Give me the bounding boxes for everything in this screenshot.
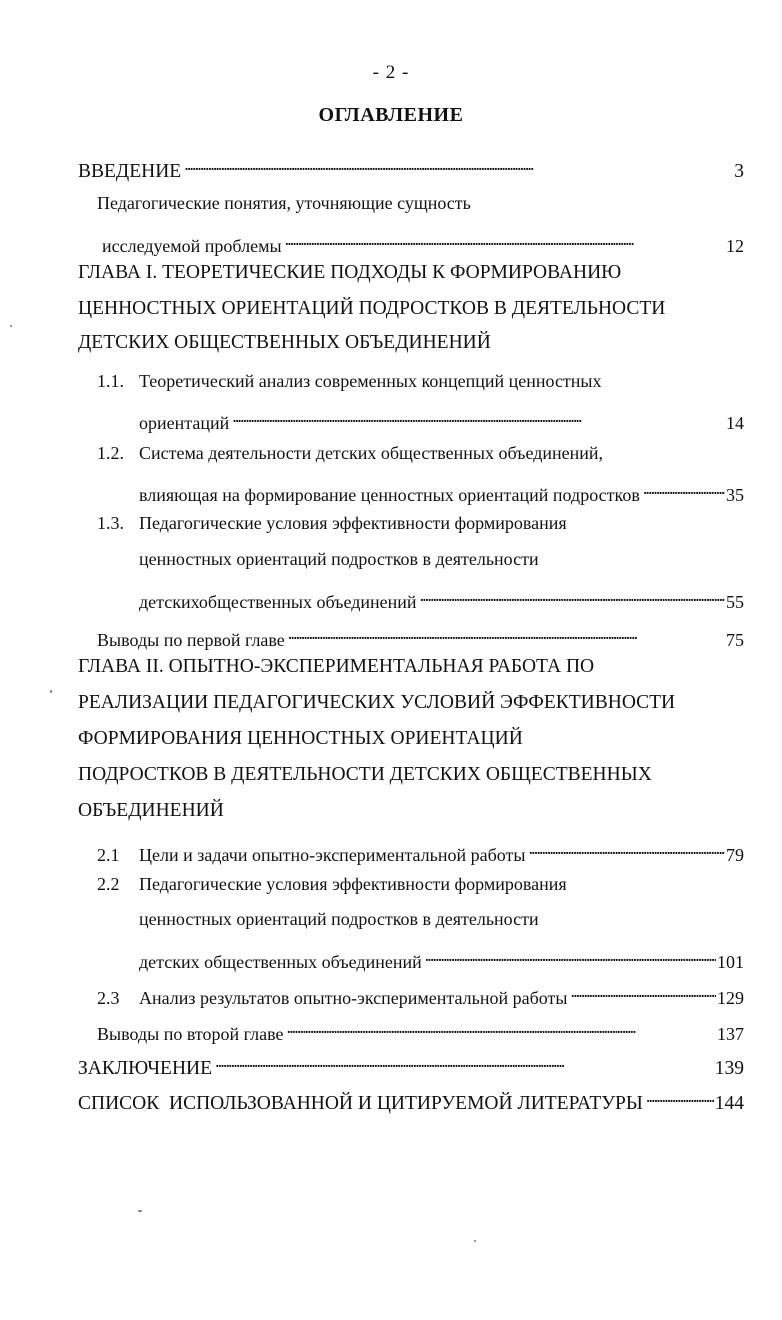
toc-page-number: 75 — [726, 630, 744, 650]
toc-section-1-1[interactable] — [139, 403, 744, 433]
section-number: 1.3. — [97, 513, 124, 533]
toc-page-number: 79 — [726, 845, 744, 865]
toc-chapter2-line3 — [78, 726, 744, 752]
toc-entry-text: ценностных ориентаций подростков в деятельности — [139, 909, 539, 929]
toc-entry-text: исследуемой проблемы — [102, 236, 282, 256]
section-number: 2.2 — [97, 874, 120, 894]
dot-leader — [215, 1048, 714, 1074]
toc-title: ОГЛАВЛЕНИЕ — [318, 104, 464, 126]
toc-entry-text: ДЕТСКИХ ОБЩЕСТВЕННЫХ ОБЪЕДИНЕНИЙ — [78, 332, 491, 353]
toc-entry-text: ФОРМИРОВАНИЯ ЦЕННОСТНЫХ ОРИЕНТАЦИЙ — [78, 728, 523, 749]
dot-leader — [529, 835, 725, 861]
toc-section-2-1[interactable] — [97, 835, 744, 865]
toc-section-1-3-line1[interactable] — [97, 510, 744, 536]
scan-speck — [138, 1210, 142, 1212]
toc-chapter1-line1[interactable] — [78, 260, 744, 286]
dot-leader — [420, 582, 725, 608]
toc-entry-text: СПИСОК ИСПОЛЬЗОВАННОЙ И ЦИТИРУЕМОЙ ЛИТЕРАТУРЫ — [78, 1093, 643, 1114]
toc-page-number: 35 — [726, 485, 744, 505]
page-number: - 2 - — [372, 62, 410, 83]
toc-entry-text: ГЛАВА II. ОПЫТНО-ЭКСПЕРИМЕНТАЛЬНАЯ РАБОТА ПО — [78, 656, 595, 677]
toc-section-2-2[interactable] — [139, 942, 744, 972]
dot-leader — [184, 151, 733, 177]
toc-entry-text: ПОДРОСТКОВ В ДЕЯТЕЛЬНОСТИ ДЕТСКИХ ОБЩЕСТВЕННЫХ — [78, 764, 652, 785]
toc-page-number: 101 — [717, 952, 744, 972]
toc-entry-text: ориентаций — [139, 413, 230, 433]
toc-entry-text: Анализ результатов опытно-экспериментальной работы — [139, 988, 568, 1008]
toc-section-1-1-line1[interactable] — [97, 368, 744, 394]
dot-leader — [285, 226, 725, 252]
toc-entry-intro[interactable] — [78, 151, 744, 182]
toc-entry-text: РЕАЛИЗАЦИИ ПЕДАГОГИЧЕСКИХ УСЛОВИЙ ЭФФЕКТИВНОСТИ — [78, 692, 676, 713]
toc-entry-text: детскихобщественных объединений — [139, 592, 417, 612]
toc-section-1-3[interactable] — [139, 582, 744, 612]
toc-entry-concepts-line1 — [97, 190, 744, 216]
section-number: 1.2. — [97, 443, 124, 463]
toc-entry-text: Выводы по второй главе — [97, 1024, 284, 1044]
toc-entry-text: Педагогические условия эффективности формирования — [139, 874, 567, 894]
toc-entry-conclusion[interactable] — [78, 1048, 744, 1079]
toc-chapter1-line3 — [78, 330, 744, 356]
scan-speck — [474, 1240, 476, 1242]
toc-section-2-2-line2 — [139, 906, 744, 932]
toc-page-number: 55 — [726, 592, 744, 612]
toc-entry-text: ОБЪЕДИНЕНИЙ — [78, 800, 224, 821]
scan-speck — [10, 325, 12, 327]
toc-page-number: 14 — [726, 413, 744, 433]
section-number: 1.1. — [97, 371, 124, 391]
toc-entry-text: ценностных ориентаций подростков в деятельности — [139, 549, 539, 569]
section-number: 2.1 — [97, 845, 120, 865]
toc-section-2-2-line1[interactable] — [97, 871, 744, 897]
toc-entry-text: Система деятельности детских общественных объединений, — [139, 443, 604, 463]
toc-entry-text: Теоретический анализ современных концепций ценностных — [139, 371, 602, 391]
toc-entry-concepts[interactable] — [102, 226, 744, 256]
toc-page-number: 129 — [717, 988, 744, 1008]
scan-speck — [50, 690, 52, 693]
toc-entry-text: Педагогические понятия, уточняющие сущность — [97, 193, 471, 213]
toc-entry-text: детских общественных объединений — [139, 952, 422, 972]
toc-chapter2-line1[interactable] — [78, 654, 744, 680]
toc-entry-text: влияющая на формирование ценностных ориентаций подростков — [139, 485, 640, 505]
dot-leader — [288, 620, 725, 646]
toc-section-1-2-line1[interactable] — [97, 440, 744, 466]
section-number: 2.3 — [97, 988, 120, 1008]
toc-section-1-2[interactable] — [139, 475, 744, 505]
toc-entry-text: ГЛАВА I. ТЕОРЕТИЧЕСКИЕ ПОДХОДЫ К ФОРМИРОВАНИЮ — [78, 262, 622, 283]
dot-leader — [425, 942, 716, 968]
toc-entry-text: ВВЕДЕНИЕ — [78, 161, 182, 182]
toc-conclusions-ch1[interactable] — [97, 620, 744, 650]
toc-chapter1-line2 — [78, 296, 744, 322]
toc-page-number: 139 — [714, 1058, 744, 1079]
dot-leader — [232, 403, 725, 429]
toc-entry-references[interactable] — [78, 1083, 744, 1114]
dot-leader — [643, 475, 725, 501]
toc-conclusions-ch2[interactable] — [97, 1014, 744, 1044]
toc-chapter2-line4 — [78, 762, 744, 788]
dot-leader — [570, 978, 716, 1004]
toc-entry-text: ЦЕННОСТНЫХ ОРИЕНТАЦИЙ ПОДРОСТКОВ В ДЕЯТЕЛЬНОСТИ — [78, 298, 666, 319]
toc-page-number: 137 — [717, 1024, 744, 1044]
toc-page-number: 12 — [726, 236, 744, 256]
dot-leader — [646, 1083, 714, 1109]
dot-leader — [286, 1014, 716, 1040]
toc-chapter2-line2 — [78, 690, 744, 716]
toc-entry-text: Выводы по первой главе — [97, 630, 285, 650]
toc-section-1-3-line2 — [139, 546, 744, 572]
toc-section-2-3[interactable] — [97, 978, 744, 1008]
toc-page-number: 3 — [734, 161, 744, 182]
toc-page-number: 144 — [714, 1093, 744, 1114]
toc-entry-text: Цели и задачи опытно-экспериментальной работы — [139, 845, 526, 865]
toc-entry-text: Педагогические условия эффективности формирования — [139, 513, 567, 533]
toc-entry-text: ЗАКЛЮЧЕНИЕ — [78, 1058, 213, 1079]
toc-chapter2-line5 — [78, 798, 744, 824]
